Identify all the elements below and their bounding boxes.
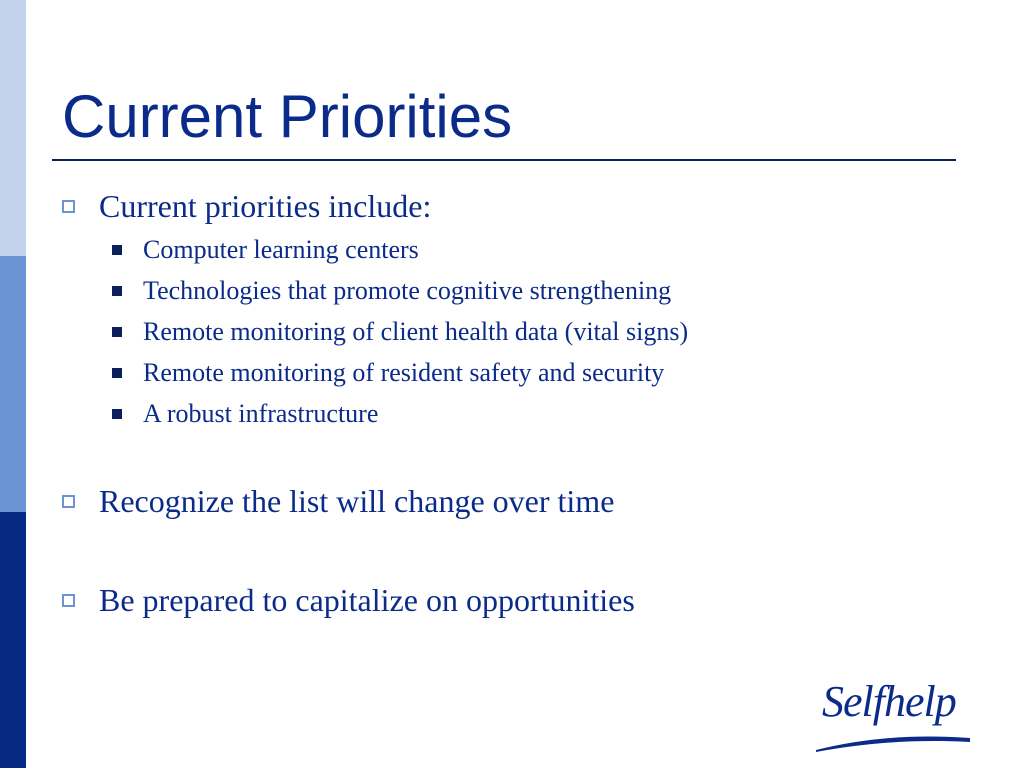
sub-bullet <box>112 275 671 307</box>
bullet-current-priorities <box>62 187 431 225</box>
sub-bullet-text: Computer learning centers <box>143 235 419 264</box>
filled-square-bullet-icon <box>112 245 122 255</box>
sub-bullet <box>112 357 664 389</box>
sidebar-band-dark <box>0 512 26 768</box>
bullet-text: Current priorities include: <box>99 188 432 224</box>
bullet-list-will-change <box>62 482 614 520</box>
bullet-text: Recognize the list will change over time <box>99 483 615 519</box>
sidebar-band-light <box>0 0 26 256</box>
selfhelp-logo <box>814 672 974 756</box>
hollow-square-bullet-icon <box>62 200 75 213</box>
filled-square-bullet-icon <box>112 368 122 378</box>
sub-bullet-text: Remote monitoring of resident safety and security <box>143 358 665 387</box>
sub-bullet-text: Remote monitoring of client health data (vital signs) <box>143 317 689 346</box>
filled-square-bullet-icon <box>112 327 122 337</box>
bullet-text: Be prepared to capitalize on opportunities <box>99 582 635 618</box>
sub-bullet <box>112 316 688 348</box>
logo-swoosh-icon <box>814 724 974 754</box>
bullet-be-prepared <box>62 581 635 619</box>
filled-square-bullet-icon <box>112 286 122 296</box>
title-divider <box>52 159 956 161</box>
filled-square-bullet-icon <box>112 409 122 419</box>
sub-bullet-text: A robust infrastructure <box>143 399 379 428</box>
sub-bullet <box>112 398 378 430</box>
sub-bullet-text: Technologies that promote cognitive strengthening <box>143 276 672 305</box>
slide-title: Current Priorities <box>62 83 513 150</box>
logo-wordmark: Selfhelp <box>822 677 956 726</box>
hollow-square-bullet-icon <box>62 495 75 508</box>
sidebar-band-medium <box>0 256 26 512</box>
hollow-square-bullet-icon <box>62 594 75 607</box>
sub-bullet <box>112 234 419 266</box>
